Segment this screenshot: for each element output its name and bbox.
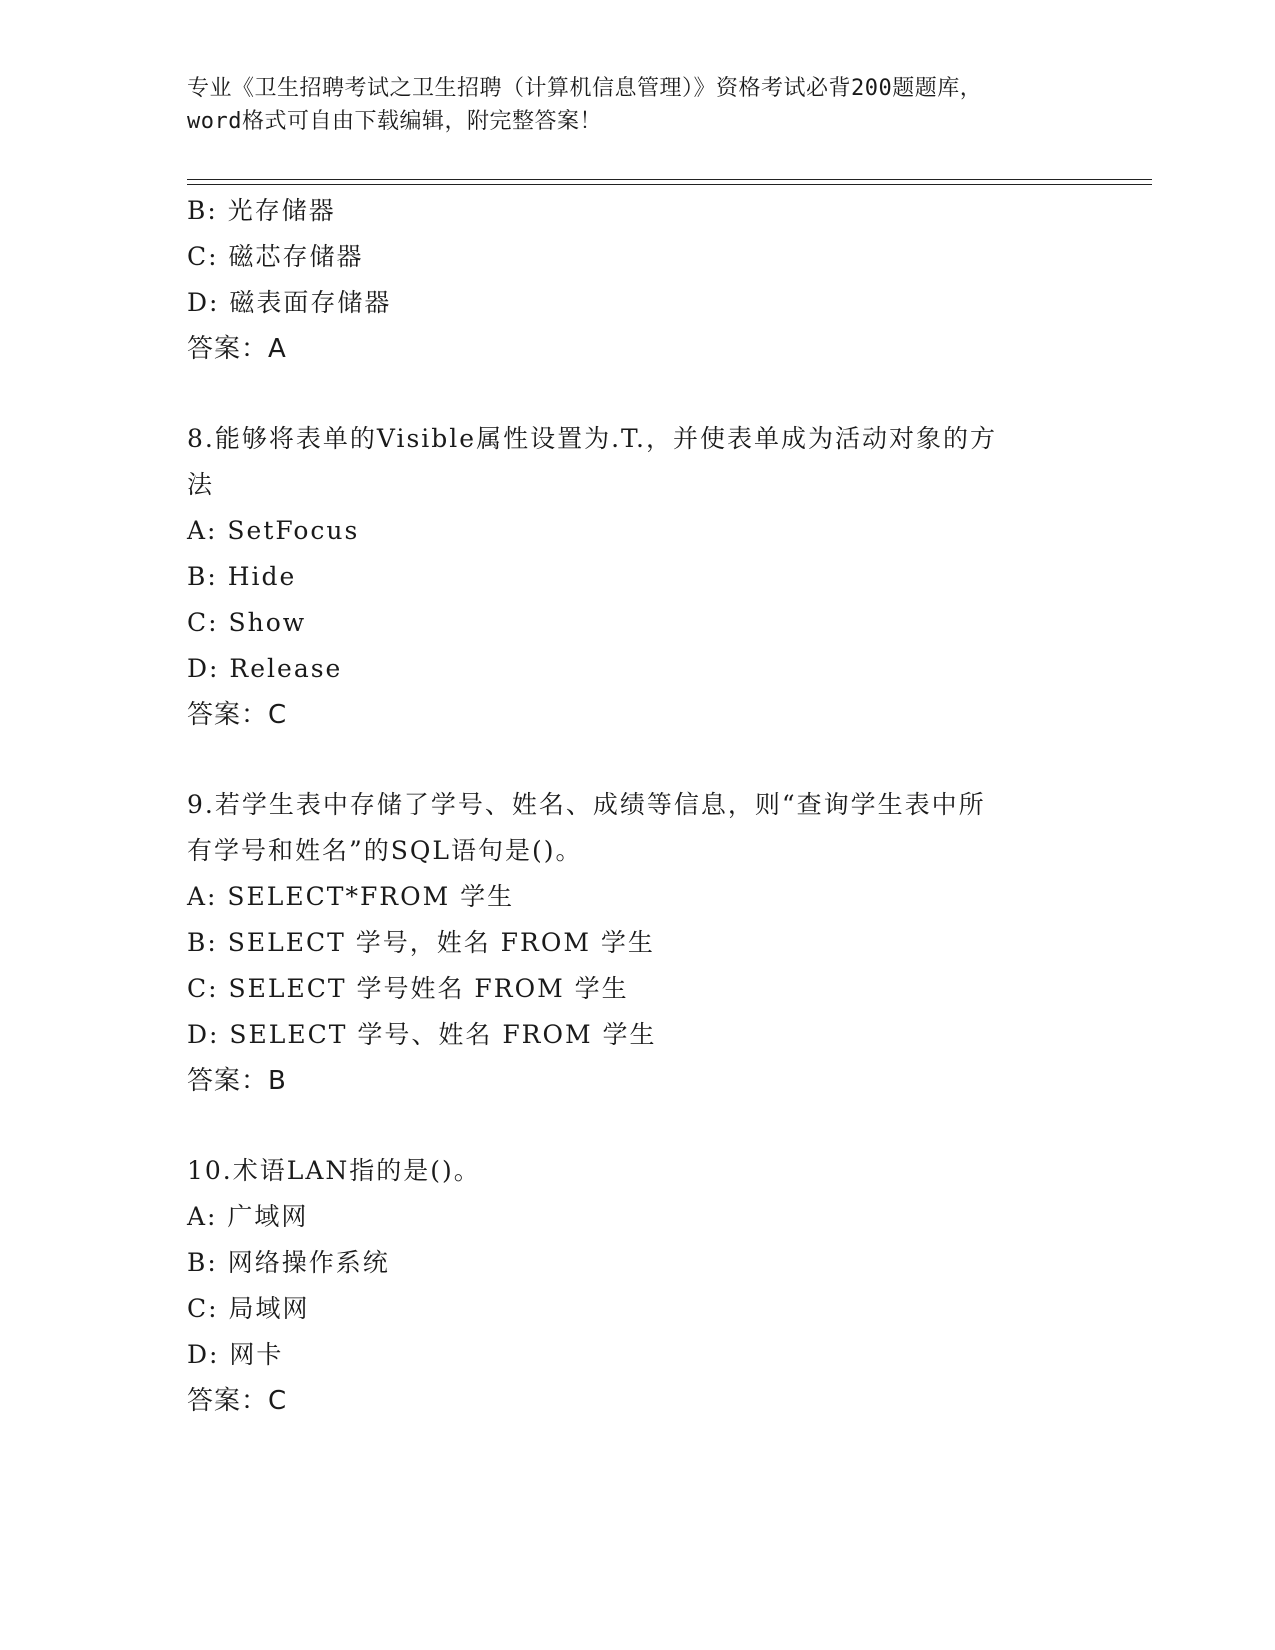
header-divider-top xyxy=(187,179,1152,180)
answer: 答案：C xyxy=(187,700,288,730)
option-c: C: 局域网 xyxy=(187,1294,310,1323)
option-b: B: 光存储器 xyxy=(187,196,336,225)
question-text-line-1: 9.若学生表中存储了学号、姓名、成绩等信息，则“查询学生表中所 xyxy=(187,790,986,819)
question-text-line-2: 法 xyxy=(187,470,215,499)
question-text-line-1: 10.术语LAN指的是()。 xyxy=(187,1156,481,1185)
answer: 答案：B xyxy=(187,1066,287,1096)
option-a: A: SetFocus xyxy=(187,516,360,545)
question-text-line-2: 有学号和姓名”的SQL语句是()。 xyxy=(187,836,583,865)
option-b: B: SELECT 学号，姓名 FROM 学生 xyxy=(187,928,655,957)
question-9 xyxy=(187,782,1087,1104)
question-10 xyxy=(187,1148,1087,1424)
option-d: D: SELECT 学号、姓名 FROM 学生 xyxy=(187,1020,657,1049)
spacer xyxy=(187,1104,1087,1148)
header-line-1: 专业《卫生招聘考试之卫生招聘（计算机信息管理）》资格考试必背200题题库， xyxy=(187,76,983,101)
option-b: B: 网络操作系统 xyxy=(187,1248,390,1277)
option-c: C: Show xyxy=(187,608,307,637)
header-divider-bottom xyxy=(187,184,1152,185)
answer: 答案：A xyxy=(187,334,287,364)
option-c: C: 磁芯存储器 xyxy=(187,242,364,271)
option-d: D: Release xyxy=(187,654,343,683)
question-text-line-1: 8.能够将表单的Visible属性设置为.T.，并使表单成为活动对象的方 xyxy=(187,424,997,453)
header-line-2: word格式可自由下载编辑，附完整答案！ xyxy=(187,109,602,134)
question-7-tail xyxy=(187,188,1087,372)
spacer xyxy=(187,738,1087,782)
option-d: D: 网卡 xyxy=(187,1340,284,1369)
document-header xyxy=(187,72,1087,138)
answer: 答案：C xyxy=(187,1386,288,1416)
option-a: A: SELECT*FROM 学生 xyxy=(187,882,515,911)
option-d: D: 磁表面存储器 xyxy=(187,288,392,317)
question-8 xyxy=(187,416,1087,738)
spacer xyxy=(187,372,1087,416)
option-a: A: 广域网 xyxy=(187,1202,309,1231)
option-b: B: Hide xyxy=(187,562,297,591)
document-body xyxy=(187,188,1087,1424)
option-c: C: SELECT 学号姓名 FROM 学生 xyxy=(187,974,629,1003)
